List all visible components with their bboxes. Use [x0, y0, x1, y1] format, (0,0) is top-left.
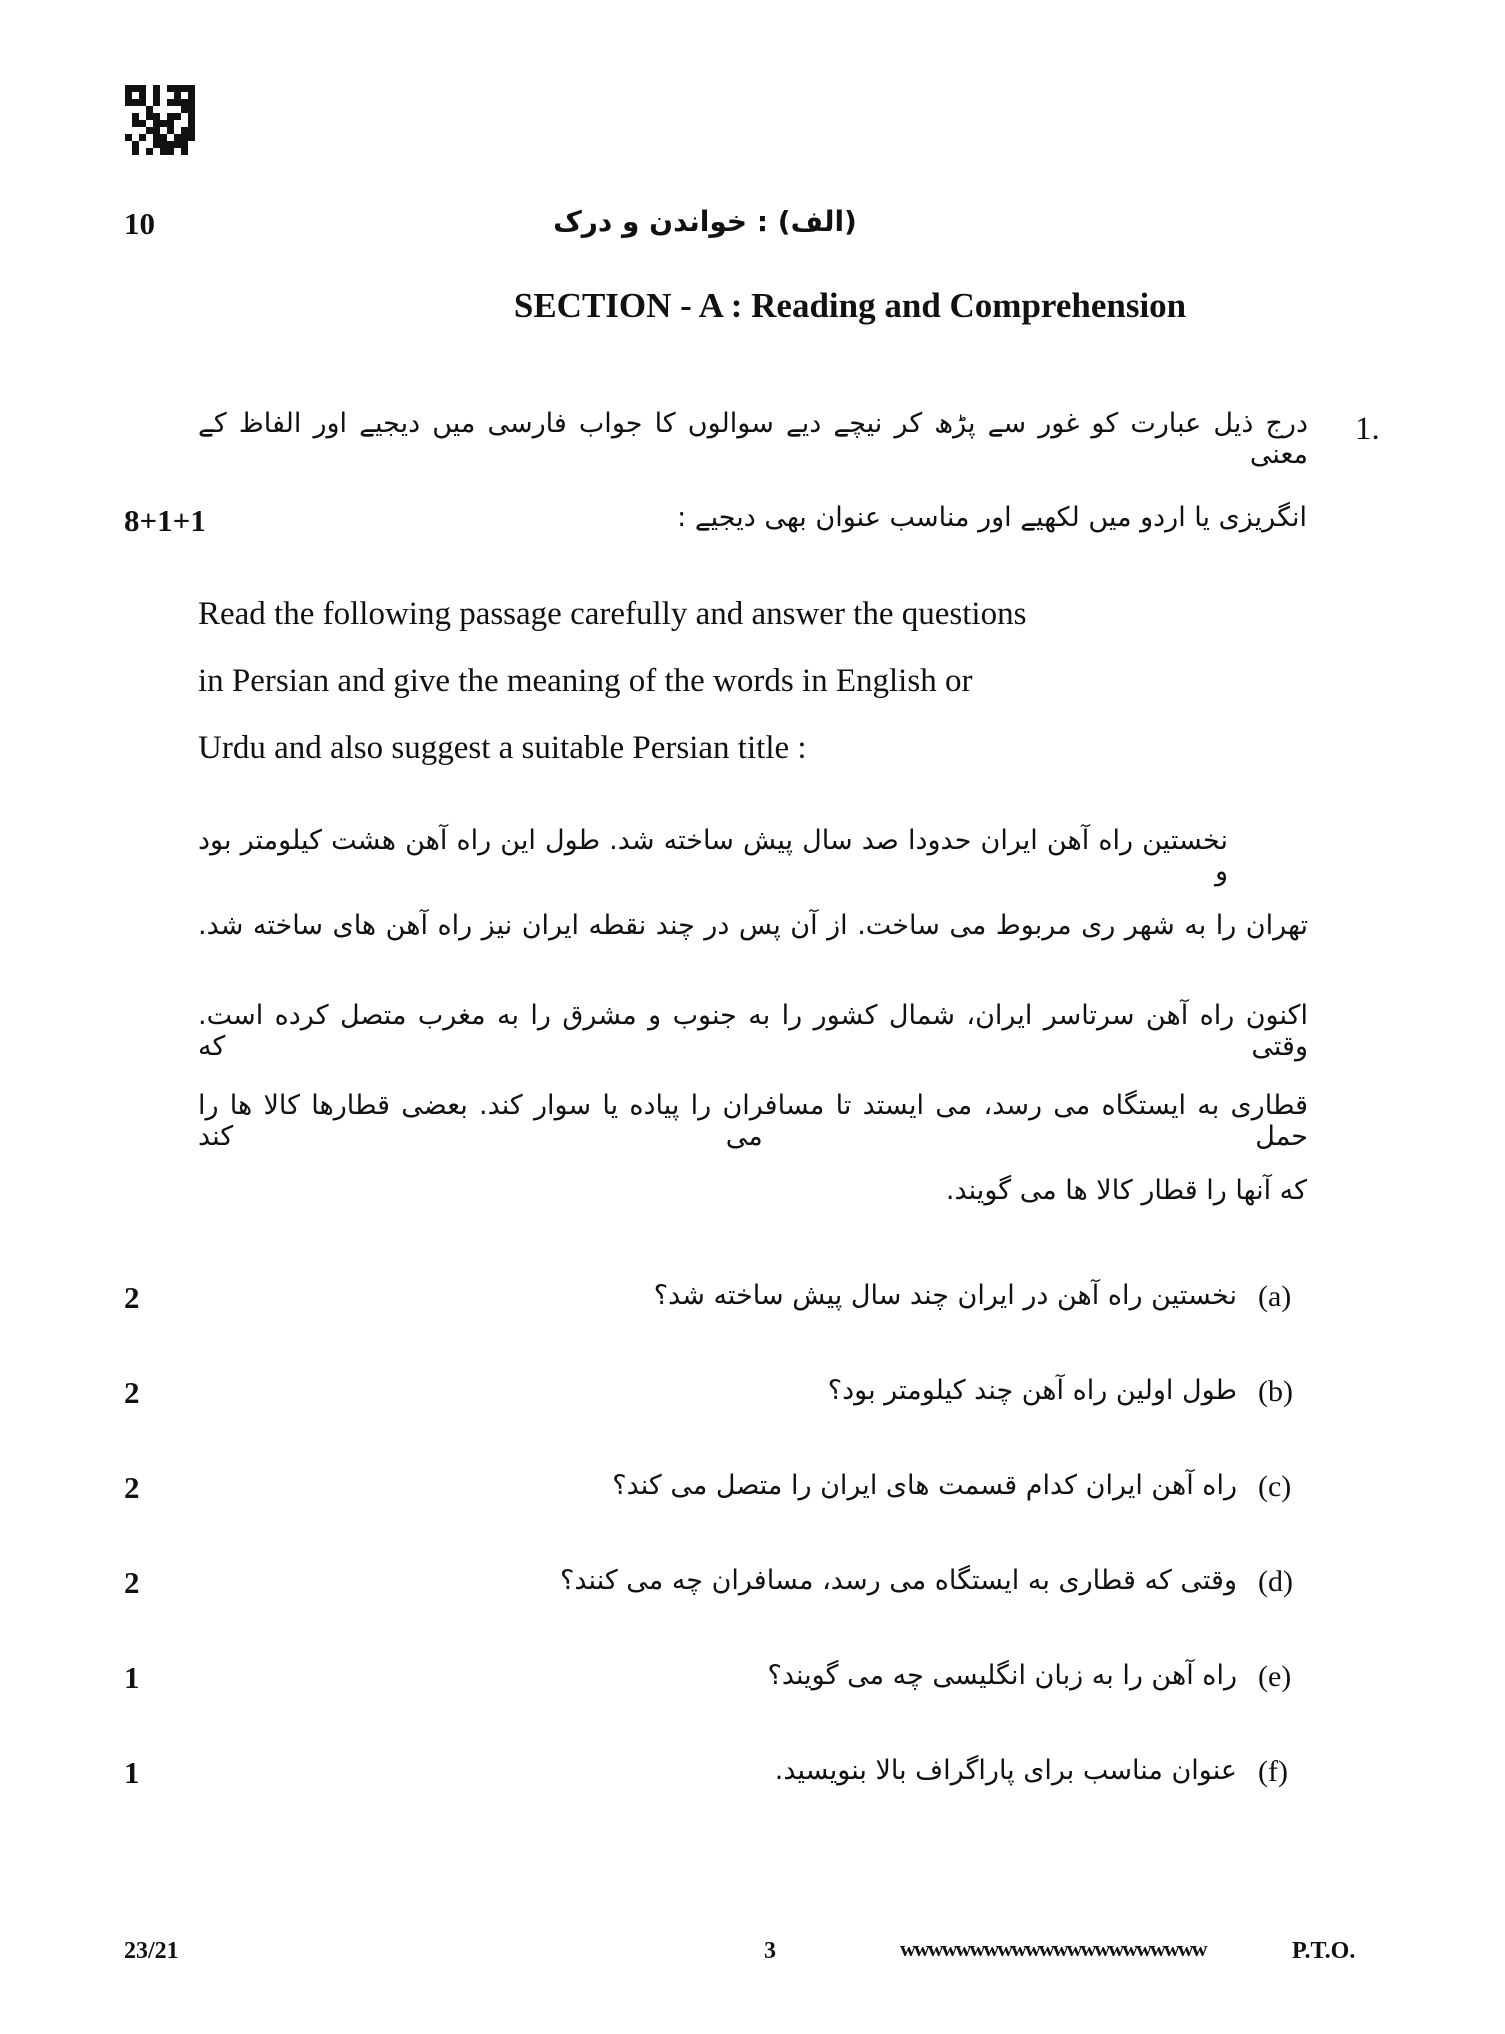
qr-module — [181, 120, 188, 127]
qr-module — [188, 113, 195, 120]
qr-module — [188, 148, 195, 155]
qr-module — [153, 106, 160, 113]
qr-module — [146, 106, 153, 113]
qr-module — [153, 99, 160, 106]
qr-module — [160, 113, 167, 120]
qr-module — [146, 85, 153, 92]
qr-module — [188, 134, 195, 141]
qr-module — [132, 92, 139, 99]
qr-module — [125, 134, 132, 141]
qr-module — [167, 106, 174, 113]
qr-module — [139, 106, 146, 113]
qr-module — [160, 148, 167, 155]
qr-module — [146, 92, 153, 99]
passage-line-1: نخستین راه آهن ایران حدودا صد سال پیش ساخته شد. طول این راه آهن هشت کیلومتر بود و — [198, 825, 1228, 887]
qr-module — [125, 148, 132, 155]
qr-module — [174, 141, 181, 148]
qr-module — [188, 99, 195, 106]
qr-module — [153, 92, 160, 99]
qr-module — [132, 134, 139, 141]
qr-module — [153, 113, 160, 120]
passage-line-5: که آنها را قطار کالا ها می گویند. — [945, 1175, 1307, 1206]
qr-module — [125, 99, 132, 106]
qr-module — [160, 99, 167, 106]
qr-module — [139, 148, 146, 155]
qr-module — [139, 120, 146, 127]
passage-line-4: قطاری به ایستگاه می رسد، می ایستد تا مسافران را پیاده یا سوار کند. بعضی قطارها کالا ها را حمل می کند — [198, 1090, 1308, 1152]
qr-module — [188, 141, 195, 148]
qr-module — [181, 113, 188, 120]
qr-module — [139, 134, 146, 141]
qr-module — [174, 113, 181, 120]
qr-module — [153, 85, 160, 92]
qr-module — [132, 113, 139, 120]
qr-module — [174, 148, 181, 155]
qr-module — [125, 92, 132, 99]
sub-question-label: (d) — [1258, 1565, 1293, 1598]
sub-question-marks: 2 — [124, 1280, 140, 1315]
urdu-instruction-line-2: انگریزی یا اردو میں لکھیے اور مناسب عنوان بھی دیجیے : — [677, 502, 1307, 533]
qr-module — [146, 141, 153, 148]
qr-module — [132, 99, 139, 106]
qr-module — [181, 127, 188, 134]
sub-question-marks: 2 — [124, 1565, 140, 1600]
qr-module — [181, 85, 188, 92]
qr-module — [125, 85, 132, 92]
qr-module — [160, 92, 167, 99]
sub-question-label: (c) — [1258, 1470, 1292, 1503]
qr-module — [181, 106, 188, 113]
qr-module — [153, 134, 160, 141]
passage-line-3: اکنون راه آهن سرتاسر ایران، شمال کشور را به جنوب و مشرق را به مغرب متصل کرده است. وقتی که — [198, 1000, 1308, 1062]
section-marks: 10 — [124, 206, 155, 241]
qr-module — [160, 106, 167, 113]
english-instruction-line-3: Urdu and also suggest a suitable Persian title : — [198, 730, 807, 766]
passage-line-2: تهران را به شهر ری مربوط می ساخت. از آن پس در چند نقطه ایران نیز راه آهن های ساخته شد. — [198, 910, 1308, 941]
qr-module — [188, 127, 195, 134]
qr-module — [174, 134, 181, 141]
qr-module — [174, 99, 181, 106]
qr-module — [181, 92, 188, 99]
qr-module — [174, 120, 181, 127]
qr-module — [139, 127, 146, 134]
qr-module — [188, 92, 195, 99]
sub-question-label: (b) — [1258, 1375, 1293, 1408]
sub-question-marks: 1 — [124, 1660, 140, 1695]
qr-module — [132, 106, 139, 113]
qr-module — [160, 141, 167, 148]
qr-module — [146, 134, 153, 141]
qr-module — [181, 148, 188, 155]
section-title: SECTION - A : Reading and Comprehension — [513, 286, 1187, 325]
english-instruction-line-1: Read the following passage carefully and answer the questions — [198, 596, 1027, 632]
qr-module — [188, 106, 195, 113]
qr-module — [146, 99, 153, 106]
qr-module — [139, 141, 146, 148]
qr-module — [188, 120, 195, 127]
qr-module — [167, 127, 174, 134]
qr-module — [125, 120, 132, 127]
qr-module — [125, 106, 132, 113]
sub-question-marks: 1 — [124, 1755, 140, 1790]
qr-module — [153, 127, 160, 134]
sub-question-text: عنوان مناسب برای پاراگراف بالا بنویسید. — [774, 1755, 1237, 1786]
qr-module — [188, 85, 195, 92]
qr-module — [132, 120, 139, 127]
wavy-line: wwwwwwwwwwwwwwwwwwwwww — [900, 1936, 1206, 1961]
qr-module — [125, 113, 132, 120]
sub-question-text: راه آهن را به زبان انگلیسی چه می گویند؟ — [767, 1660, 1237, 1691]
qr-module — [167, 85, 174, 92]
question-number: 1. — [1355, 411, 1380, 447]
qr-module — [139, 92, 146, 99]
qr-module — [181, 99, 188, 106]
qr-module — [146, 127, 153, 134]
qr-module — [167, 99, 174, 106]
sub-question-text: نخستین راه آهن در ایران چند سال پیش ساخته شد؟ — [653, 1280, 1237, 1311]
qr-module — [181, 141, 188, 148]
qr-module — [146, 113, 153, 120]
qr-module — [174, 85, 181, 92]
sub-question-text: طول اولین راه آهن چند کیلومتر بود؟ — [827, 1375, 1237, 1406]
qr-module — [139, 113, 146, 120]
qr-module — [160, 134, 167, 141]
qr-module — [181, 134, 188, 141]
qr-module — [167, 148, 174, 155]
qr-module — [139, 85, 146, 92]
qr-module — [167, 141, 174, 148]
qr-module — [160, 127, 167, 134]
sub-question-text: راه آهن ایران کدام قسمت های ایران را متصل می کند؟ — [612, 1470, 1237, 1501]
qr-module — [125, 141, 132, 148]
english-instruction-line-2: in Persian and give the meaning of the words in English or — [198, 663, 973, 699]
page-number: 3 — [764, 1938, 776, 1964]
qr-module — [167, 134, 174, 141]
qr-module — [160, 85, 167, 92]
sub-question-marks: 2 — [124, 1375, 140, 1410]
urdu-instruction-line-1: درج ذیل عبارت کو غور سے پڑھ کر نیچے دیے سوالوں کا جواب فارسی میں دیجیے اور الفاظ کے معنی — [198, 408, 1308, 470]
sub-question-label: (a) — [1258, 1280, 1292, 1313]
sub-question-text: وقتی که قطاری به ایستگاه می رسد، مسافران چه می کنند؟ — [560, 1565, 1237, 1596]
sub-question-label: (e) — [1258, 1660, 1292, 1693]
qr-module — [167, 120, 174, 127]
qr-module — [153, 141, 160, 148]
qr-module — [174, 127, 181, 134]
qr-module — [146, 120, 153, 127]
qr-module — [146, 148, 153, 155]
qr-module — [132, 127, 139, 134]
pto-label: P.T.O. — [1292, 1938, 1356, 1964]
sub-question-label: (f) — [1258, 1755, 1288, 1788]
qr-module — [139, 99, 146, 106]
qr-module — [160, 120, 167, 127]
qr-module — [167, 92, 174, 99]
qr-module — [167, 113, 174, 120]
question-marks: 8+1+1 — [124, 503, 206, 538]
qr-module — [132, 141, 139, 148]
qr-module — [153, 120, 160, 127]
paper-code: 23/21 — [124, 1938, 179, 1964]
qr-code — [125, 85, 195, 155]
qr-module — [174, 106, 181, 113]
qr-module — [125, 127, 132, 134]
qr-module — [132, 85, 139, 92]
qr-module — [153, 148, 160, 155]
qr-module — [132, 148, 139, 155]
sub-question-marks: 2 — [124, 1470, 140, 1505]
qr-module — [174, 92, 181, 99]
urdu-section-title: (الف) : خواندن و درک — [553, 205, 857, 238]
